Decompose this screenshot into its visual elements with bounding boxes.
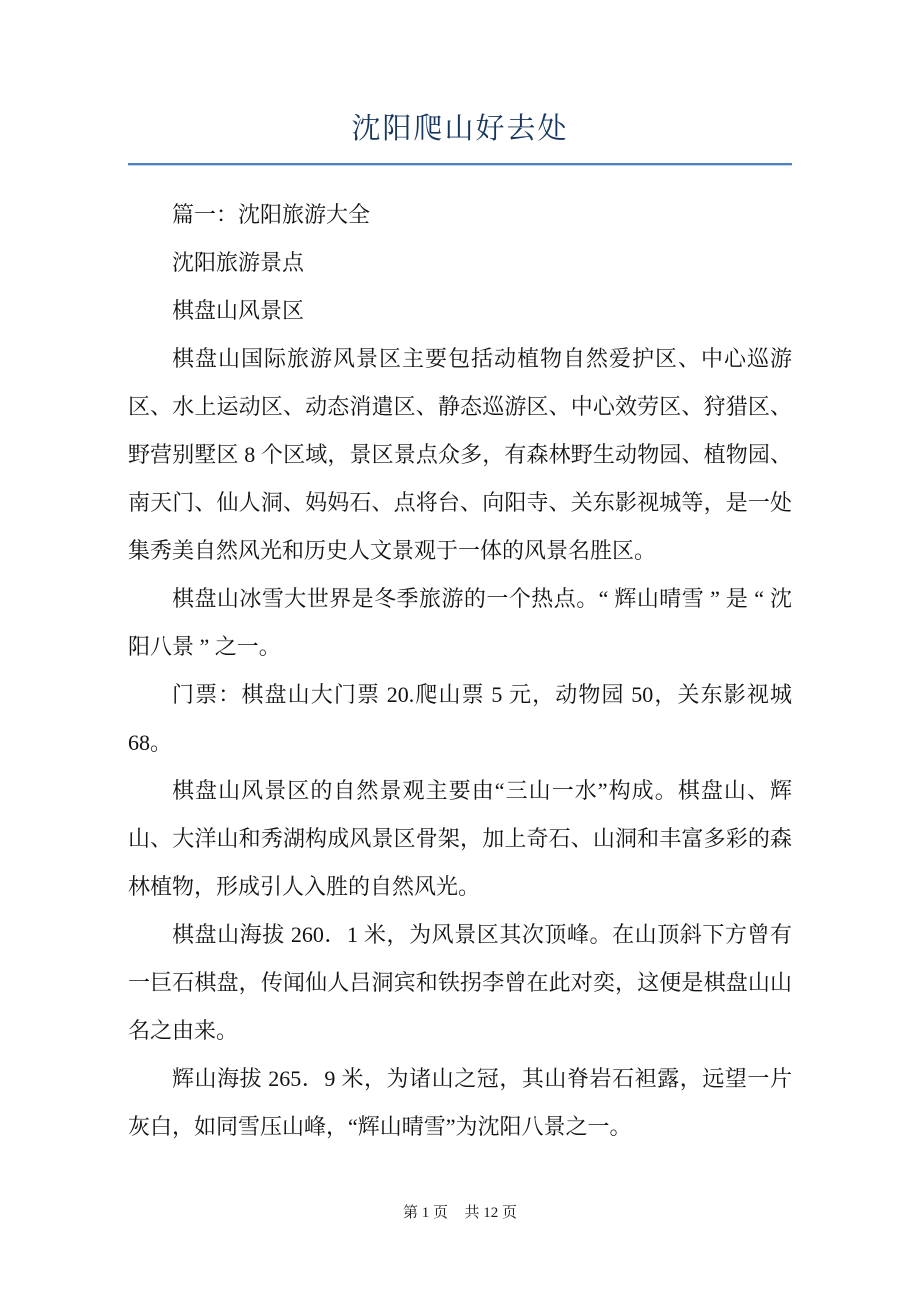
document-body	[128, 191, 792, 1151]
paragraph: 棋盘山风景区	[172, 298, 305, 323]
paragraph: 门票：棋盘山大门票 20.爬山票 5 元，动物园 50，关东影视城 68。	[128, 682, 792, 755]
title-divider	[128, 163, 792, 165]
document-header	[128, 0, 792, 165]
paragraph: 沈阳旅游景点	[172, 250, 305, 275]
paragraph: 棋盘山冰雪大世界是冬季旅游的一个热点。“ 辉山晴雪 ” 是 “ 沈阳八景 ” 之一。	[128, 586, 792, 659]
document-title: 沈阳爬山好去处	[351, 113, 569, 145]
page-number-total: 共 12 页	[464, 1205, 518, 1221]
paragraph: 棋盘山风景区的自然景观主要由“三山一水”构成。棋盘山、辉山、大洋山和秀湖构成风景区骨架，加上奇石、山洞和丰富多彩的森林植物，形成引人入胜的自然风光。	[128, 778, 792, 899]
paragraph: 棋盘山海拔 260．1 米，为风景区其次顶峰。在山顶斜下方曾有一巨石棋盘，传闻仙人吕洞宾和铁拐李曾在此对奕，这便是棋盘山山名之由来。	[128, 922, 792, 1043]
paragraph: 棋盘山国际旅游风景区主要包括动植物自然爱护区、中心巡游区、水上运动区、动态消遣区、静态巡游区、中心效劳区、狩猎区、野营别墅区 8 个区域，景区景点众多，有森林野生动物园、植物园、南天门、仙人洞、妈妈石、点将台、向阳寺、关东影视城等，是一处集秀美自然风光和历史人文景观于一体的风景名胜区。	[128, 346, 792, 563]
paragraph: 辉山海拔 265．9 米，为诸山之冠，其山脊岩石袒露，远望一片灰白，如同雪压山峰，“辉山晴雪”为沈阳八景之一。	[128, 1066, 792, 1139]
page-footer	[0, 1201, 920, 1222]
page-number-current: 第 1 页	[402, 1205, 448, 1221]
paragraph: 篇一：沈阳旅游大全	[172, 202, 371, 227]
